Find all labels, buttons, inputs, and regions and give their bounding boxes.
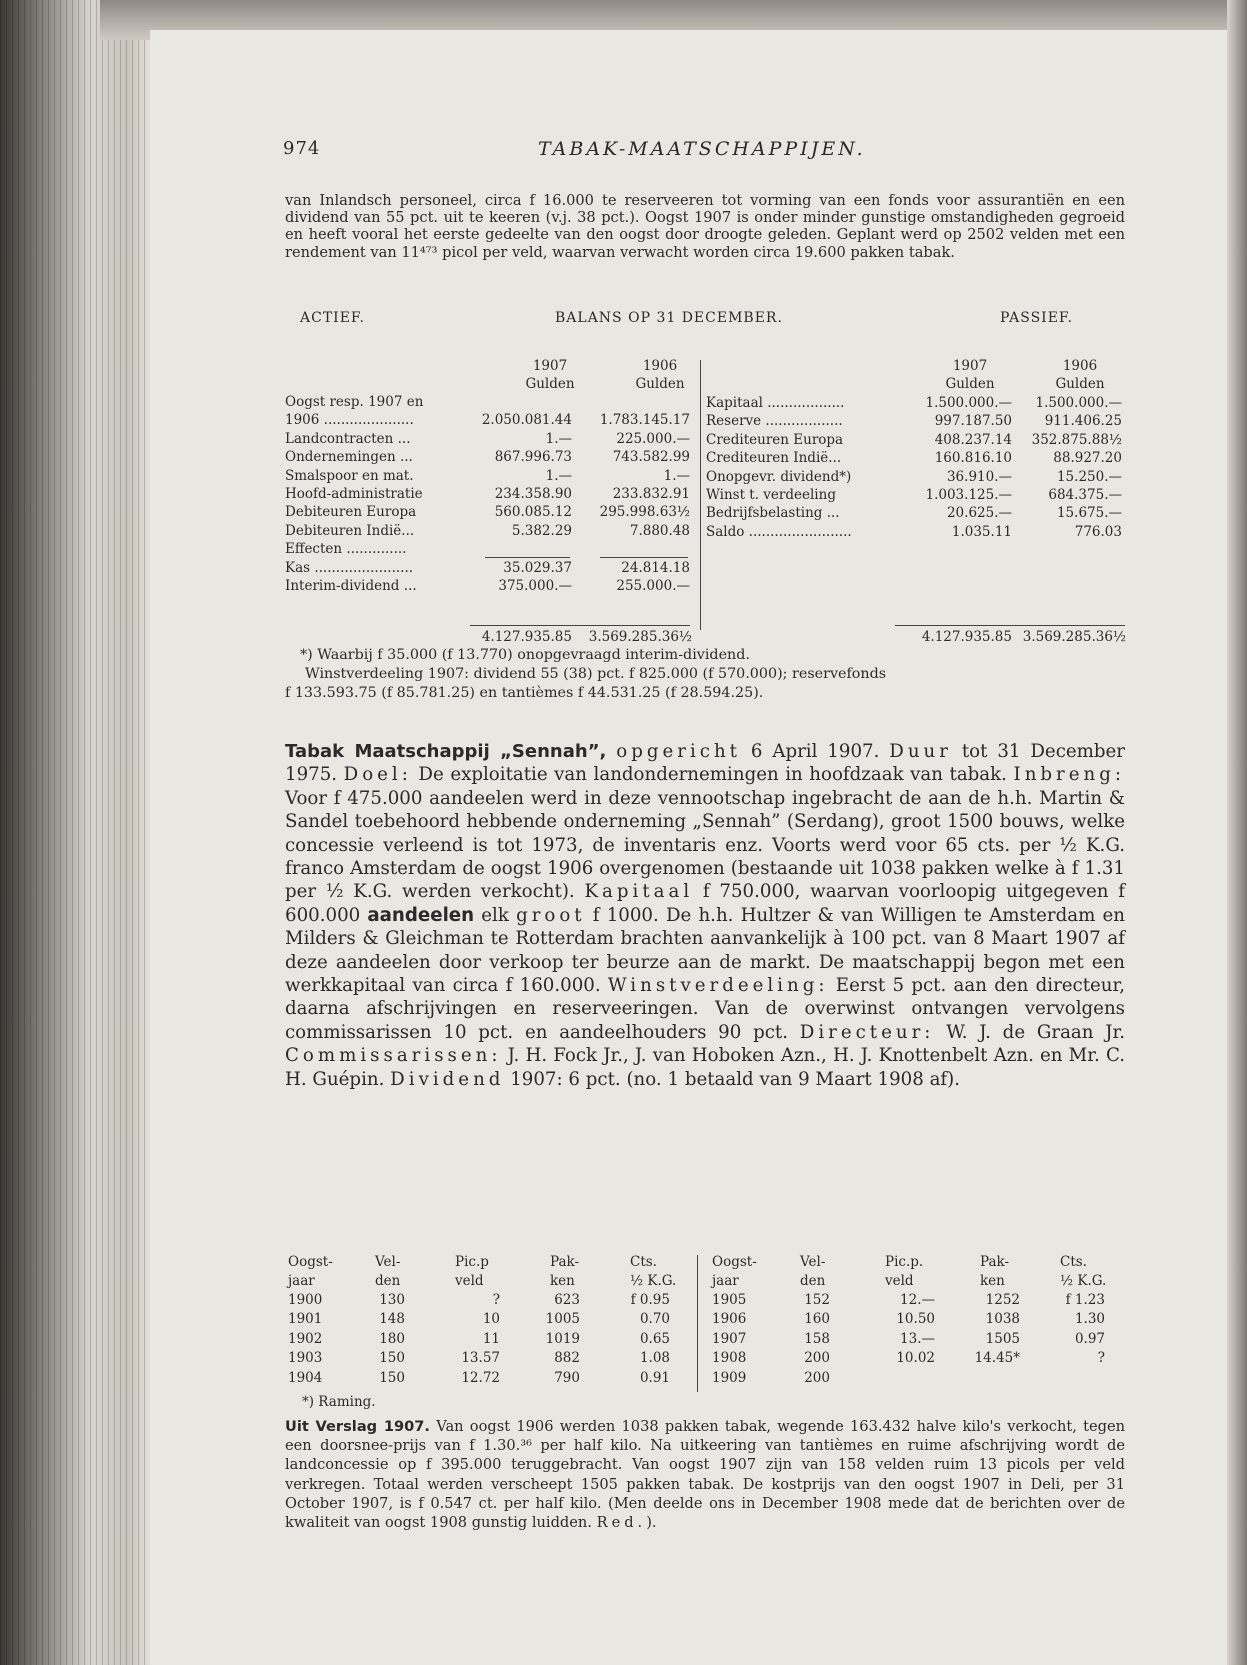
label-aandeelen: aandeelen: [367, 904, 475, 926]
stats-header-top-right: Pak-: [980, 1254, 1010, 1270]
stats-cell-left: 11: [482, 1330, 500, 1347]
label-opgericht: opgericht: [616, 741, 741, 762]
stats-header-bottom-right: ½ K.G.: [1060, 1273, 1107, 1289]
actief-year-1907: 1907: [532, 358, 568, 374]
passief-row-value-1906: 911.406.25: [1044, 413, 1122, 430]
stats-cell-left: 790: [554, 1369, 580, 1386]
passief-row-label: Crediteuren Indië...: [706, 450, 842, 467]
actief-row-label: Debiteuren Indië...: [285, 522, 415, 539]
actief-row-label: Debiteuren Europa: [285, 504, 417, 521]
text-groot: f 1000. De h.h. Hultzer & van Willigen te Amsterdam en Milders & Gleichman te Rotterdam brachten aanvankelijk à 100 pct. van 8 Maart 1907 af deze aandeelen door verkoop ter beurze aan de markt. De maatschappij begon met een werkkapitaal van circa f 160.000.: [285, 904, 1125, 997]
actief-row-value-1906: 7.880.48: [629, 522, 690, 539]
passief-row-label: Bedrijfsbelasting ...: [706, 505, 840, 522]
label-winstverdeeling: Winstverdeeling:: [607, 975, 829, 997]
actief-row-value-1907: 560.085.12: [494, 504, 572, 521]
stats-cell-left: 623: [554, 1292, 580, 1308]
stats-header-bottom-right: ken: [980, 1273, 1005, 1289]
stats-cell-left: 13.57: [461, 1350, 500, 1367]
stats-header-bottom-left: ken: [550, 1273, 575, 1289]
actief-row-label: Effecten ..............: [285, 541, 407, 558]
stats-header-bottom-left: jaar: [288, 1273, 315, 1289]
stats-cell-right: f 1.23: [1065, 1292, 1105, 1308]
page-number: 974: [283, 138, 321, 159]
stats-cell-left: f 0.95: [630, 1292, 670, 1308]
stats-divider-line: [697, 1255, 698, 1392]
actief-row-value-1907: 5.382.29: [511, 522, 572, 539]
stats-cell-right: 0.97: [1074, 1330, 1105, 1347]
passief-total-1906: 3.569.285.36½: [1022, 629, 1126, 645]
stats-cell-left: 1900: [288, 1292, 323, 1308]
actief-row-label: Oogst resp. 1907 en: [285, 394, 424, 410]
passief-row-value-1907: 1.500.000.—: [925, 394, 1012, 411]
passief-year-1906: 1906: [1062, 358, 1098, 374]
stats-cell-left: 1.08: [639, 1350, 670, 1367]
text-doel: De exploitatie van landondernemingen in hoofdzaak van tabak.: [411, 764, 1014, 786]
winstverdeeling-line-1: Winstverdeeling 1907: dividend 55 (38) pct. f 825.000 (f 570.000); reservefonds: [305, 666, 887, 682]
stats-cell-right: 1908: [712, 1350, 747, 1367]
actief-row-label: Smalspoor en mat.: [285, 467, 414, 484]
passief-row-value-1907: 408.237.14: [934, 431, 1012, 448]
intro-paragraph: van Inlandsch personeel, circa f 16.000 te reserveeren tot vorming van een fonds voor assurantiën en een dividend van 55 pct. uit te keeren (v.j. 38 pct.). Oogst 1907 is onder minder gunstige omstandigheden gegroeid en heeft vooral het eerste gedeelte van den oogst door droogte geleden. Geplant werd op 2502 velden met een rendement van 11⁴⁷³ picol per veld, waarvan verwacht worden circa 19.600 pakken tabak.: [285, 192, 1125, 261]
actief-row-value-1906: 24.814.18: [621, 559, 690, 576]
stats-cell-left: 1902: [288, 1330, 323, 1347]
passief-row-value-1906: 15.250.—: [1056, 468, 1122, 485]
passief-unit-1906: Gulden: [1055, 376, 1105, 392]
actief-unit-1907: Gulden: [525, 376, 575, 392]
balance-footnote: *) Waarbij f 35.000 (f 13.770) onopgevraagd interim-dividend.: [300, 647, 750, 663]
effecten-rule-1906: [600, 557, 688, 558]
stats-cell-right: 160: [804, 1311, 830, 1328]
stats-cell-right: 12.—: [900, 1292, 935, 1308]
stats-cell-left: 1005: [545, 1311, 580, 1328]
stats-cell-right: 13.—: [900, 1330, 935, 1347]
actief-total-rule: [470, 625, 690, 626]
passief-row-value-1907: 1.003.125.—: [925, 486, 1012, 503]
text-duur: tot 31 December 1975.: [285, 741, 1125, 786]
stats-cell-left: 0.65: [639, 1330, 670, 1347]
passief-row-value-1907: 1.035.11: [951, 523, 1012, 540]
label-inbreng: Inbreng:: [1013, 764, 1125, 786]
stats-cell-right: 1252: [985, 1292, 1020, 1308]
actief-total-1907: 4.127.935.85: [481, 629, 572, 645]
text-directeur: W. J. de Graan Jr.: [934, 1021, 1125, 1043]
stats-cell-right: 200: [804, 1369, 830, 1386]
stats-cell-left: 10: [482, 1311, 500, 1328]
label-dividend: Dividend: [390, 1068, 505, 1090]
actief-row-value-1906: 1.—: [663, 467, 690, 484]
passief-row-value-1907: 160.816.10: [934, 450, 1012, 467]
label-kapitaal: Kapitaal: [584, 881, 694, 903]
label-duur: Duur: [889, 741, 952, 762]
actief-row-value-1906: 255.000.—: [616, 578, 690, 594]
passief-label: PASSIEF.: [1000, 310, 1073, 326]
passief-row-value-1906: 15.675.—: [1056, 505, 1122, 522]
stats-header-bottom-left: veld: [455, 1273, 484, 1289]
verslag-text: Van oogst 1906 werden 1038 pakken tabak, wegende 163.432 halve kilo's verkocht, tegen een doorsnee-prijs van f 1.30.³⁶ per half kilo. Na uitkeering van tantièmes en ruime afschrijving wordt de landconcessie op f 395.000 teruggebracht. Van oogst 1907 zijn van 158 velden ruim 13 picols per veld verkregen. Totaal werden verscheept 1505 pakken tabak. De kostprijs van den oogst 1907 in Deli, per 31 October 1907, is f 0.547 ct. per half kilo. (Men deelde ons in December 1908 mede dat de berichten over de kwaliteit van oogst 1908 gunstig luidden.: [285, 1418, 1125, 1532]
passief-row-label: Onopgevr. dividend*): [706, 468, 852, 485]
stats-cell-right: 152: [804, 1292, 830, 1308]
passief-row-label: Saldo ........................: [706, 523, 852, 540]
actief-unit-1906: Gulden: [635, 376, 685, 392]
balance-title: BALANS OP 31 DECEMBER.: [555, 310, 783, 326]
passief-row-value-1907: 20.625.—: [946, 505, 1012, 522]
actief-row-value-1906: 743.582.99: [612, 449, 690, 466]
stats-cell-right: 158: [804, 1330, 830, 1347]
actief-row-value-1907: 375.000.—: [498, 578, 572, 594]
stats-cell-right: 1906: [712, 1311, 747, 1328]
passief-total-1907: 4.127.935.85: [921, 629, 1012, 645]
passief-row-value-1906: 352.875.88½: [1031, 431, 1122, 448]
actief-row-value-1907: 1.—: [545, 467, 572, 484]
text-elk: elk: [474, 904, 517, 926]
actief-label: ACTIEF.: [300, 310, 365, 326]
label-directeur: Directeur:: [799, 1021, 935, 1043]
passief-row-value-1907: 36.910.—: [946, 468, 1012, 485]
stats-cell-right: 1038: [985, 1311, 1020, 1328]
winstverdeeling-line-2: f 133.593.75 (f 85.781.25) en tantièmes f 44.531.25 (f 28.594.25).: [285, 685, 764, 701]
verslag-red: Red.: [596, 1514, 647, 1532]
passief-unit-1907: Gulden: [945, 376, 995, 392]
passief-row-label: Winst t. verdeeling: [706, 486, 836, 503]
stats-cell-left: 882: [554, 1350, 580, 1367]
stats-cell-right: 14.45*: [974, 1350, 1020, 1367]
stats-header-bottom-right: den: [800, 1273, 826, 1289]
passief-row-value-1907: 997.187.50: [934, 413, 1012, 430]
stats-cell-right: ?: [1097, 1350, 1105, 1367]
passief-row-value-1906: 684.375.—: [1048, 486, 1122, 503]
actief-row-value-1906: 295.998.63½: [599, 504, 690, 521]
label-doel: Doel:: [343, 764, 412, 786]
verslag-heading: Uit Verslag 1907.: [285, 1418, 430, 1435]
passief-row-label: Kapitaal ..................: [706, 394, 845, 411]
actief-row-label: Ondernemingen ...: [285, 449, 413, 466]
stats-cell-left: 150: [379, 1350, 405, 1367]
label-commissarissen: Commissarissen:: [285, 1045, 502, 1067]
passief-row-label: Crediteuren Europa: [706, 431, 844, 448]
actief-row-value-1907: 35.029.37: [503, 559, 572, 576]
text-inbreng: Voor f 475.000 aandeelen werd in deze vennootschap ingebracht de aan de h.h. Martin & Sandel toebehoord hebbende onderneming „Sennah” (Serdang), groot 1500 bouws, welke concessie verleend is tot 1973, de inventaris enz. Voorts werd voor 65 cts. per ½ K.G. franco Amsterdam de oogst 1906 overgenomen (bestaande uit 1038 pakken welke à f 1.31 per ½ K.G. werden verkocht).: [285, 787, 1125, 903]
stats-header-top-left: Vel-: [375, 1254, 401, 1270]
actief-row-label: Hoofd-administratie: [285, 486, 423, 502]
actief-year-1906: 1906: [642, 358, 678, 374]
actief-row-label: Interim-dividend ...: [285, 578, 417, 594]
actief-row-value-1907: 1.—: [545, 430, 572, 447]
stats-header-top-right: Pic.p.: [885, 1254, 924, 1270]
passief-row-value-1906: 1.500.000.—: [1035, 394, 1122, 411]
text-dividend: 1907: 6 pct. (no. 1 betaald van 9 Maart 1908 af).: [504, 1068, 961, 1090]
verslag-paragraph: [285, 1417, 1125, 1532]
stats-footnote: *) Raming.: [302, 1394, 376, 1410]
stats-cell-right: 1905: [712, 1292, 747, 1308]
passief-row-value-1906: 88.927.20: [1053, 450, 1122, 467]
stats-header-bottom-right: jaar: [712, 1273, 739, 1289]
balance-divider-line: [700, 360, 701, 630]
book-page-edges: [0, 0, 150, 1665]
page-running-title: TABAK-MAATSCHAPPIJEN.: [538, 138, 866, 160]
book-right-edge: [1227, 0, 1247, 1665]
stats-header-top-left: Oogst-: [288, 1254, 333, 1270]
stats-cell-left: 0.91: [639, 1369, 670, 1386]
stats-cell-left: 1903: [288, 1350, 323, 1367]
stats-header-bottom-left: ½ K.G.: [630, 1273, 677, 1289]
stats-cell-right: 1505: [985, 1330, 1020, 1347]
stats-cell-right: 10.50: [896, 1311, 935, 1328]
passief-row-value-1906: 776.03: [1074, 523, 1122, 540]
stats-cell-right: 1909: [712, 1369, 747, 1386]
company-heading: Tabak Maatschappij „Sennah”,: [285, 741, 607, 762]
actief-row-value-1906: 1.783.145.17: [599, 412, 690, 429]
stats-cell-left: 130: [379, 1292, 405, 1308]
stats-header-top-left: Cts.: [630, 1254, 657, 1270]
verslag-end: ).: [646, 1514, 657, 1532]
stats-cell-left: 1904: [288, 1369, 323, 1386]
effecten-rule-1907: [485, 557, 570, 558]
label-groot: groot: [516, 904, 586, 926]
stats-cell-left: 180: [379, 1330, 405, 1347]
stats-cell-right: 10.02: [896, 1350, 935, 1367]
stats-cell-right: 200: [804, 1350, 830, 1367]
passief-year-1907: 1907: [952, 358, 988, 374]
actief-row-label: Landcontracten ...: [285, 430, 411, 447]
text-opgericht: 6 April 1907.: [740, 741, 890, 762]
actief-row-label: Kas .......................: [285, 559, 414, 576]
passief-row-label: Reserve ..................: [706, 413, 843, 430]
passief-total-rule: [895, 625, 1125, 626]
stats-cell-left: 148: [379, 1311, 405, 1328]
stats-header-bottom-right: veld: [885, 1273, 914, 1289]
stats-cell-right: 1907: [712, 1330, 747, 1347]
actief-row-label: 1906 .....................: [285, 412, 414, 429]
stats-header-top-left: Pak-: [550, 1254, 580, 1270]
stats-cell-right: 1.30: [1074, 1311, 1105, 1328]
stats-header-top-right: Oogst-: [712, 1254, 757, 1270]
stats-cell-left: 0.70: [639, 1311, 670, 1328]
stats-cell-left: 150: [379, 1369, 405, 1386]
sennah-company-description: [285, 740, 1125, 1091]
stats-header-top-right: Cts.: [1060, 1254, 1087, 1270]
stats-cell-left: 1019: [545, 1330, 580, 1347]
stats-cell-left: ?: [492, 1292, 500, 1308]
actief-row-value-1906: 225.000.—: [616, 430, 690, 447]
stats-header-bottom-left: den: [375, 1273, 401, 1289]
text-kapitaal: f 750.000, waarvan voorloopig uitgegeven f 600.000: [285, 881, 1125, 926]
stats-header-top-right: Vel-: [800, 1254, 826, 1270]
actief-row-value-1907: 234.358.90: [494, 486, 572, 502]
text-commissarissen: J. H. Fock Jr., J. van Hoboken Azn., H. J. Knottenbelt Azn. en Mr. C. H. Guépin.: [285, 1045, 1125, 1090]
stats-cell-left: 12.72: [461, 1369, 500, 1386]
actief-row-value-1907: 2.050.081.44: [481, 412, 572, 429]
actief-total-1906: 3.569.285.36½: [588, 629, 692, 645]
stats-cell-left: 1901: [288, 1311, 323, 1328]
stats-header-top-left: Pic.p: [455, 1254, 489, 1270]
actief-row-value-1906: 233.832.91: [612, 486, 690, 502]
actief-row-value-1907: 867.996.73: [494, 449, 572, 466]
text-winstverdeeling: Eerst 5 pct. aan den directeur, daarna afschrijvingen en reserveeringen. Van de overwinst ontvangen vervolgens commissarissen 10 pct. en aandeelhouders 90 pct.: [285, 975, 1125, 1043]
